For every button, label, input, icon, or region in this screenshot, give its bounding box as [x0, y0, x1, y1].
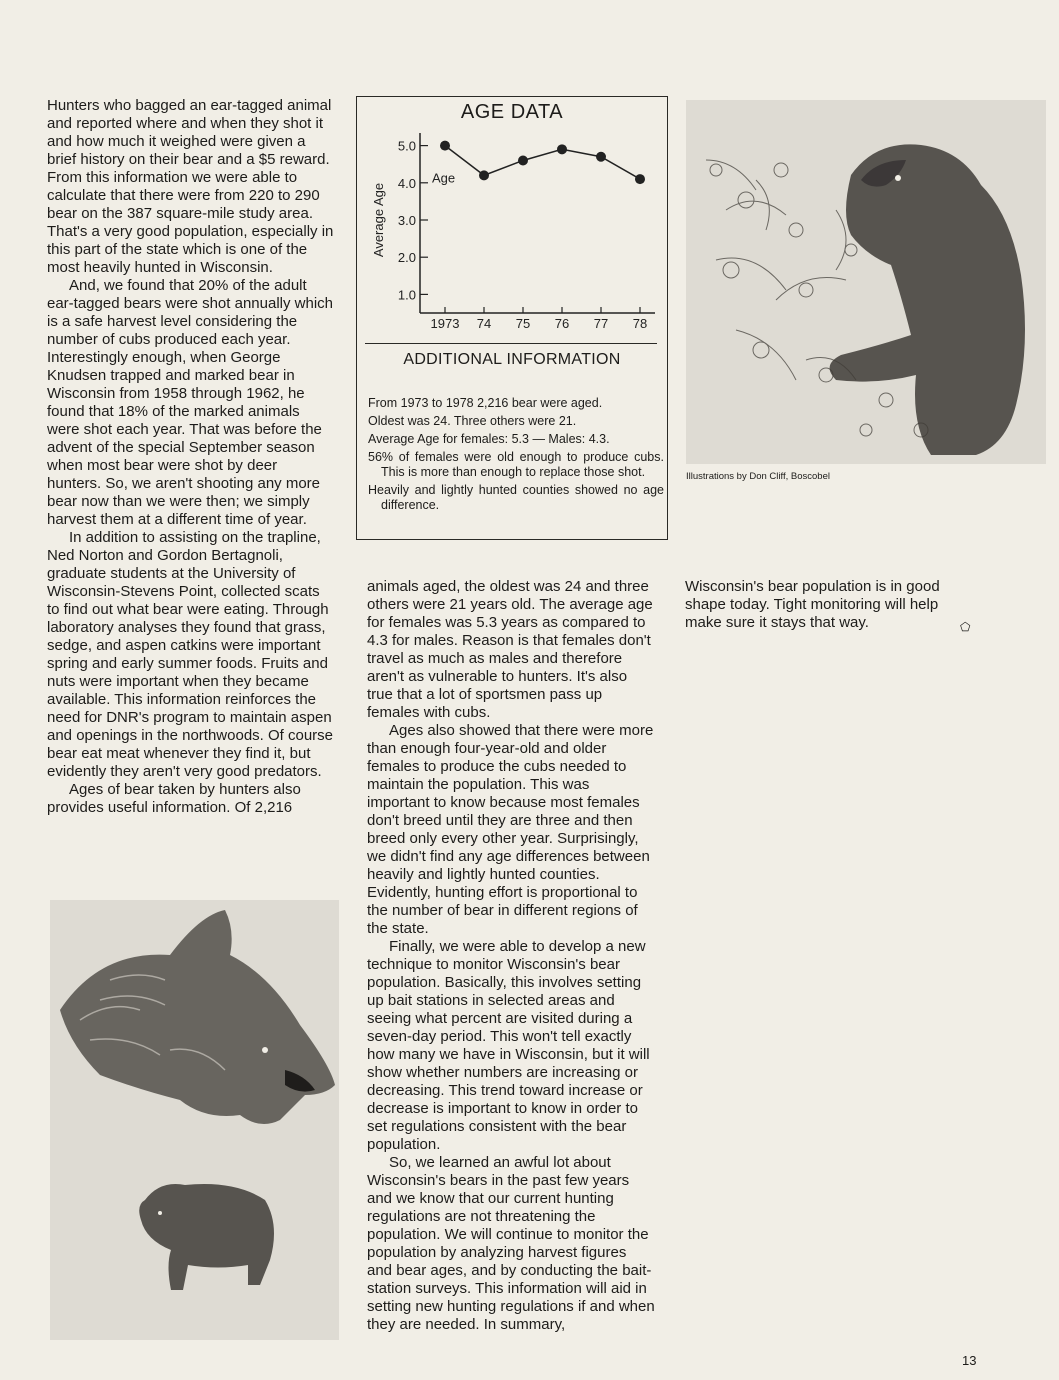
- info-item: Average Age for females: 5.3 — Males: 4.3.: [368, 432, 610, 446]
- age-line-chart: [357, 97, 669, 343]
- paragraph: In addition to assisting on the trapline, Ned Norton and Gordon Bertagnoli, graduate students at the University of Wisconsin-Stevens Point, collected scats to find out what bear were eating. Through laboratory analyses they found that grass, sedge, and aspen catkins were important spring and early summer foods. Fruits and nuts were important when they became available. This information reinforces the need for DNR's program to maintain aspen and openings in the northwoods. Of course bear eat meat whenever they find it, but evidently they aren't very good predators.: [47, 529, 334, 780]
- x-tick-label: 1973: [430, 316, 460, 331]
- paragraph: Finally, we were able to develop a new technique to monitor Wisconsin's bear population. Basically, this involves setting up bait stations in selected areas and seeing what percent are visited during a seven-day period. This won't tell exactly how many we have in Wisconsin, but it will show whether numbers are increasing or decreasing. This trend toward increase or decrease is important to know in order to set regulations consistent with the bear population.: [367, 938, 650, 1153]
- series-label: Age: [432, 170, 456, 186]
- paragraph: And, we found that 20% of the adult ear-tagged bears were shot annually which is a safe harvest level considering the number of cubs produced each year. Interestingly enough, when George Knudsen trapped and marked bear in Wisconsin from 1958 through 1962, he found that 18% of the marked animals were shot each year. That was before the advent of the special September season when most bear were shot by deer hunters. So, we aren't shooting any more bear now than we were then; we simply harvest them at a different time of year.: [47, 277, 334, 528]
- data-point: [518, 155, 528, 165]
- info-title: ADDITIONAL INFORMATION: [403, 351, 621, 368]
- info-item: Heavily and lightly hunted counties showed no age difference.: [368, 483, 664, 512]
- y-tick-label: 4.0: [397, 175, 416, 191]
- x-tick-label: 74: [476, 316, 492, 331]
- page-number: 13: [962, 1353, 977, 1368]
- data-point: [479, 170, 489, 180]
- info-list: [368, 396, 664, 516]
- bear-heads-illustration: [50, 900, 339, 1340]
- article-column-2: [367, 578, 655, 1334]
- paragraph: So, we learned an awful lot about Wisconsin's bears in the past few years and we know that our current hunting regulations are not threatening the population. We will continue to monitor the population by analyzing harvest figures and bear ages, and by conducting the bait-station surveys. This information will aid in setting new hunting regulations if and when they are needed. In summary,: [367, 1154, 655, 1333]
- article-column-3: [685, 578, 965, 632]
- bear-in-tree-illustration: [686, 100, 1046, 464]
- end-mark-icon: ⬠: [960, 620, 971, 634]
- paragraph: animals aged, the oldest was 24 and three others were 21 years old. The average age for females was 5.3 years as compared to 4.3 for males. Reason is that females don't travel as much as males and therefore aren't as vulnerable to hunters. It's also true that a lot of sportsmen pass up females with cubs.: [367, 578, 653, 721]
- x-tick-label: 76: [554, 316, 570, 331]
- paragraph: Ages of bear taken by hunters also provides useful information. Of 2,216: [47, 781, 301, 816]
- chart-title: AGE DATA: [460, 101, 564, 123]
- x-tick-label: 75: [515, 316, 531, 331]
- data-point: [440, 141, 450, 151]
- info-item: 56% of females were old enough to produce cubs. This is more than enough to replace those shot.: [368, 450, 664, 479]
- paragraph: Hunters who bagged an ear-tagged animal and reported where and when they shot it and how much it weighed were given a brief history on their bear and a $5 reward. From this information we were able to calculate that there were from 220 to 290 bear on the 387 square-mile study area. That's a very good population, especially in this part of the state which is one of the most heavily hunted in Wisconsin.: [47, 97, 334, 276]
- divider: [365, 343, 657, 344]
- y-tick-label: 3.0: [397, 213, 416, 228]
- x-tick-label: 78: [632, 316, 648, 331]
- y-axis-label: Average Age: [371, 182, 386, 258]
- paragraph: Wisconsin's bear population is in good shape today. Tight monitoring will help make sure it stays that way.: [685, 578, 940, 631]
- paragraph: Ages also showed that there were more than enough four-year-old and older females to produce the cubs needed to maintain the population. This was important to know because most females don't breed until they are three and then breed only every other year. Surprisingly, we didn't find any age differences between heavily and lightly hunted counties. Evidently, hunting effort is proportional to the number of bear in different regions of the state.: [367, 722, 654, 937]
- data-point: [557, 144, 567, 154]
- y-tick-label: 1.0: [397, 287, 416, 303]
- data-point: [596, 152, 606, 162]
- y-tick-label: 2.0: [397, 250, 416, 266]
- x-tick-label: 77: [593, 316, 609, 331]
- info-item: From 1973 to 1978 2,216 bear were aged.: [368, 396, 603, 410]
- series-line: [445, 146, 640, 179]
- info-item: Oldest was 24. Three others were 21.: [368, 414, 577, 428]
- illustration-credit: Illustrations by Don Cliff, Boscobel: [686, 471, 830, 482]
- data-point: [635, 174, 645, 184]
- age-data-sidebar: [356, 96, 668, 540]
- y-tick-label: 5.0: [397, 138, 416, 154]
- article-column-1: [47, 97, 335, 817]
